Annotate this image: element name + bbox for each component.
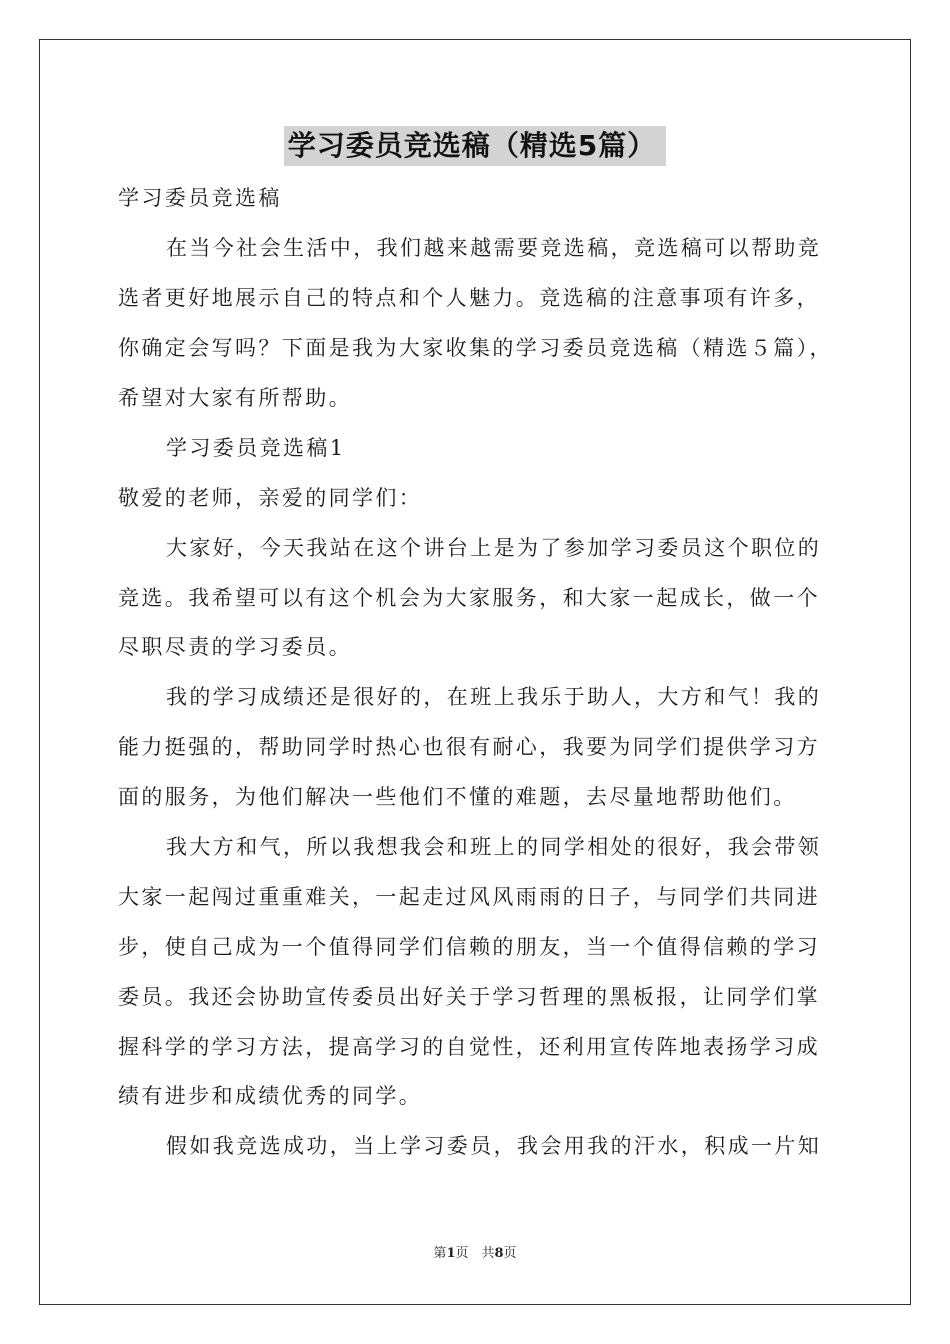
page-footer bbox=[0, 1245, 950, 1263]
subtitle-line: 学习委员竞选稿 bbox=[118, 186, 282, 210]
footer-page-mid: 页 共 bbox=[455, 1246, 495, 1261]
paragraph-line: 我大方和气，所以我想我会和班上的同学相处的很好，我会带领 bbox=[166, 835, 822, 859]
paragraph-line: 大家好，今天我站在这个讲台上是为了参加学习委员这个职位的 bbox=[166, 536, 822, 560]
title-container bbox=[0, 126, 950, 166]
paragraph-line: 大家一起闯过重重难关，一起走过风风雨雨的日子，与同学们共同进 bbox=[118, 885, 820, 909]
page-border bbox=[39, 39, 911, 1305]
paragraph-line: 希望对大家有所帮助。 bbox=[118, 386, 352, 410]
paragraph-line: 步，使自己成为一个值得同学们信赖的朋友，当一个值得信赖的学习 bbox=[118, 935, 820, 959]
paragraph-line: 我的学习成绩还是很好的，在班上我乐于助人，大方和气！我的 bbox=[166, 685, 822, 709]
salutation-line: 敬爱的老师，亲爱的同学们： bbox=[118, 486, 423, 510]
paragraph-line: 竞选。我希望可以有这个机会为大家服务，和大家一起成长，做一个 bbox=[118, 586, 820, 610]
paragraph-line: 你确定会写吗？下面是我为大家收集的学习委员竞选稿（精选５篇）， bbox=[118, 336, 833, 360]
document-title: 学习委员竞选稿（精选5篇） bbox=[284, 126, 666, 166]
paragraph-line: 尽职尽责的学习委员。 bbox=[118, 635, 352, 659]
paragraph-line: 绩有进步和成绩优秀的同学。 bbox=[118, 1084, 423, 1108]
paragraph-line: 委员。我还会协助宣传委员出好关于学习哲理的黑板报，让同学们掌 bbox=[118, 985, 820, 1009]
paragraph-line: 握科学的学习方法，提高学习的自觉性，还利用宣传阵地表扬学习成 bbox=[118, 1035, 820, 1059]
footer-page-total: 8 bbox=[494, 1246, 504, 1261]
paragraph-line: 假如我竞选成功，当上学习委员，我会用我的汗水，积成一片知 bbox=[166, 1134, 822, 1158]
section-heading: 学习委员竞选稿1 bbox=[166, 436, 346, 460]
footer-page-suffix: 页 bbox=[503, 1246, 517, 1261]
paragraph-line: 在当今社会生活中，我们越来越需要竞选稿，竞选稿可以帮助竞 bbox=[166, 236, 822, 260]
footer-page-prefix: 第 bbox=[433, 1246, 447, 1261]
paragraph-line: 面的服务，为他们解决一些他们不懂的难题，去尽量地帮助他们。 bbox=[118, 785, 797, 809]
paragraph-line: 能力挺强的，帮助同学时热心也很有耐心，我要为同学们提供学习方 bbox=[118, 735, 820, 759]
footer-page-current: 1 bbox=[446, 1246, 456, 1261]
paragraph-line: 选者更好地展示自己的特点和个人魅力。竞选稿的注意事项有许多， bbox=[118, 286, 820, 310]
